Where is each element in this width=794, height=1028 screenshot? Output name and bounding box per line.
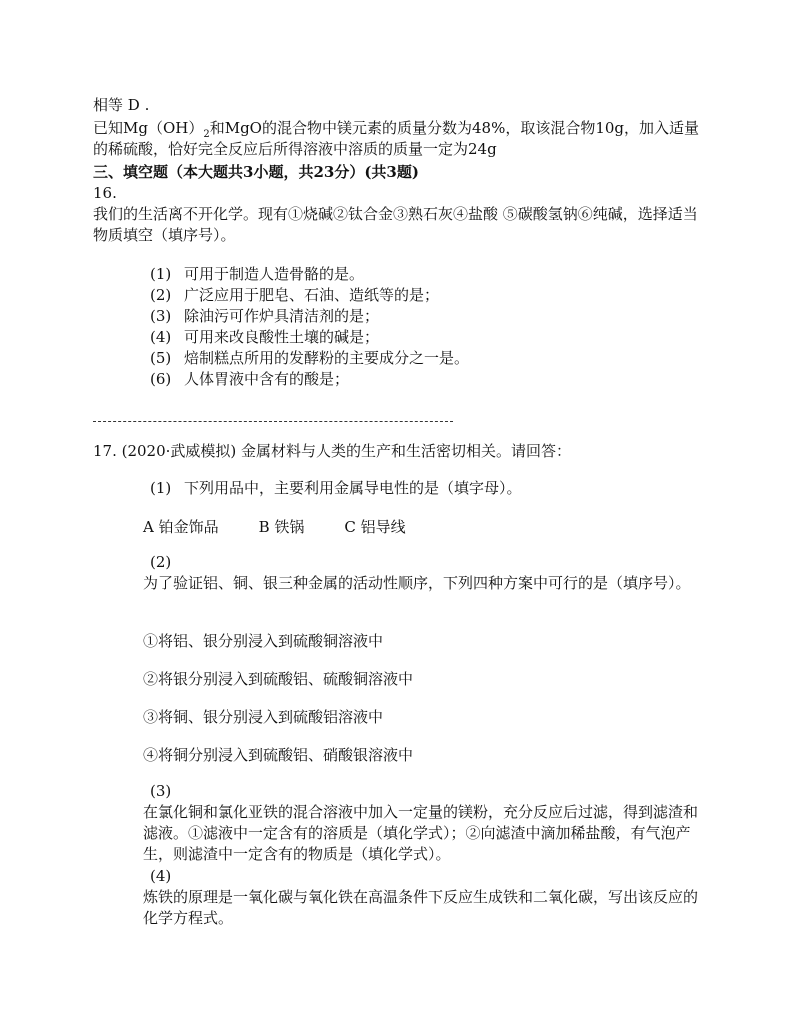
q17-sub2-number: (2) [150, 553, 172, 571]
q17-sub2-text: 为了验证铝、铜、银三种金属的活动性顺序，下列四种方案中可行的是（填序号）。 [143, 574, 691, 592]
q16-item-1 [150, 264, 364, 285]
q16-item-text: 除油污可作炉具清洁剂的是； [184, 307, 380, 325]
q15-tail-line1: 相等 D . [93, 96, 150, 114]
q16-item-text: 可用来改良酸性土壤的碱是； [184, 328, 380, 346]
q16-item-text: 焙制糕点所用的发酵粉的主要成分之一是。 [184, 349, 470, 367]
q17-plan-1: ①将铝、银分别浸入到硫酸铜溶液中 [143, 632, 384, 650]
q17-sub4-number: (4) [150, 867, 172, 885]
q17-sub3-text: 在氯化铜和氯化亚铁的混合溶液中加入一定量的镁粉，充分反应后过滤，得到滤渣和滤液。①滤液中一定含有的溶质是（填化学式）；②向滤渣中滴加稀盐酸，有气泡产生，则滤渣中一定含有的物质是（填化学式）。 [143, 803, 699, 863]
choice-a: A 铂金饰品 [143, 518, 219, 536]
choice-c: C 铝导线 [344, 518, 406, 536]
q16-item-number: (5) [150, 349, 172, 367]
q16-item-text: 人体胃液中含有的酸是； [184, 370, 350, 388]
section-title: 三、填空题（本大题共3小题，共23分）(共3题) [93, 163, 419, 181]
q16-item-3 [150, 306, 379, 327]
q15-subscript: 2 [203, 129, 210, 140]
q15-text-post: 和MgO的混合物中镁元素的质量分数为48%，取该混合物10g，加入适量的稀硫酸，恰好完全反应后所得溶液中溶质的质量一定为24g [93, 119, 700, 158]
q16-item-number: (6) [150, 370, 172, 388]
q16-item-number: (2) [150, 286, 172, 304]
q16-stem: 我们的生活离不开化学。现有①烧碱②钛合金③熟石灰④盐酸 ⑤碳酸氢钠⑥纯碱，选择适当物质填空（填序号）。 [93, 205, 698, 244]
q17-plan-4: ④将铜分别浸入到硫酸铝、硝酸银溶液中 [143, 746, 414, 764]
q16-item-6 [150, 369, 349, 390]
q16-item-5 [150, 348, 469, 369]
q15-text-pre: 已知Mg（OH） [93, 119, 204, 137]
q16-item-4 [150, 327, 379, 348]
divider [93, 421, 453, 422]
q17-sub4-text: 炼铁的原理是一氧化碳与氧化铁在高温条件下反应生成铁和二氧化碳，写出该反应的化学方程式。 [143, 888, 699, 927]
q17-sub3-number: (3) [150, 782, 172, 800]
q16-item-text: 可用于制造人造骨骼的是。 [184, 265, 365, 283]
q16-item-number: (4) [150, 328, 172, 346]
q17-choices [143, 517, 446, 538]
q16-item-2 [150, 285, 439, 306]
q16-number: 16. [93, 184, 117, 202]
q15-tail-line2 [93, 118, 707, 160]
q17-plan-2: ②将银分别浸入到硫酸铝、硫酸铜溶液中 [143, 670, 414, 688]
q17-sub1 [150, 478, 522, 499]
q17-sub1-number: (1) [150, 479, 172, 497]
q16-item-number: (1) [150, 265, 172, 283]
q16-item-number: (3) [150, 307, 172, 325]
q17-sub1-text: 下列用品中，主要利用金属导电性的是（填字母）。 [184, 479, 522, 497]
choice-b: B 铁锅 [258, 518, 305, 536]
q17-plan-3: ③将铜、银分别浸入到硫酸铝溶液中 [143, 708, 384, 726]
q17-stem: 17. (2020·武威模拟) 金属材料与人类的生产和生活密切相关。请回答： [93, 442, 572, 460]
q16-item-text: 广泛应用于肥皂、石油、造纸等的是； [184, 286, 440, 304]
